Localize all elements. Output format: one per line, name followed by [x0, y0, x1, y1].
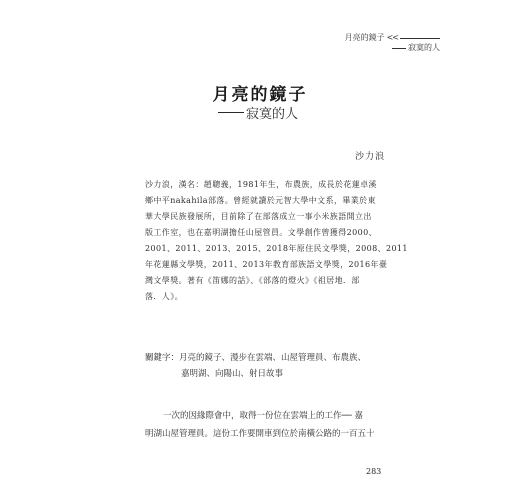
keywords-line: 關鍵字：月亮的鏡子、漫步在雲端、山屋管理員、布農族、 — [145, 353, 367, 363]
bio-line: 2001、2011、2013、2015、2018年原住民文學獎，2008、2011 — [145, 244, 408, 253]
subtitle-dash — [218, 112, 244, 113]
body-text — [145, 407, 401, 443]
page-number: 283 — [366, 467, 382, 476]
keywords-line: 嘉明湖、向陽山、射日故事 — [181, 369, 284, 379]
article-subtitle-text: 寂寞的人 — [246, 107, 299, 122]
double-chevron-left-icon: << — [386, 33, 398, 42]
bio-line: 灣文學獎。著有《笛娜的話》、《部落的燈火》《祖居地．部 — [145, 276, 360, 285]
running-header-title-line — [345, 33, 440, 43]
bio-line: 落．人》。 — [145, 292, 183, 301]
bio-line: 華大學民族發展所，目前除了在部落成立一事小米族語開立出 — [145, 212, 372, 221]
keywords — [145, 350, 366, 382]
running-header-subtitle-line — [345, 43, 440, 53]
bio-line: 年花蓮縣文學獎，2011、2013年教育部族語文學獎，2016年臺 — [145, 260, 388, 269]
bio-line: 版工作室，也在嘉明湖擔任山屋管員。文學創作曾獲得2000、 — [145, 228, 377, 237]
running-header — [345, 33, 440, 53]
bio-line: 沙力浪，漢名：趙聰義，1981年生，布農族，成長於花蓮卓溪 — [145, 180, 377, 189]
article-title: 月亮的鏡子 — [212, 85, 308, 105]
author-bio — [145, 177, 408, 305]
running-header-dash — [392, 48, 406, 49]
body-line: 明湖山屋管理員。這份工作要開車到位於南橫公路的一百五十 — [145, 429, 375, 439]
running-header-title: 月亮的鏡子 — [344, 33, 385, 42]
running-header-rule — [400, 38, 440, 39]
bio-line: 鄉中平nakahila部落。曾經就讀於元智大學中文系，畢業於東 — [145, 196, 376, 205]
article-subtitle — [218, 103, 298, 122]
author-name: 沙力浪 — [355, 152, 386, 162]
body-line: 一次的因緣際會中，取得一份位在雲端上的工作── 嘉 — [163, 411, 363, 421]
running-header-subtitle: 寂寞的人 — [408, 43, 440, 52]
